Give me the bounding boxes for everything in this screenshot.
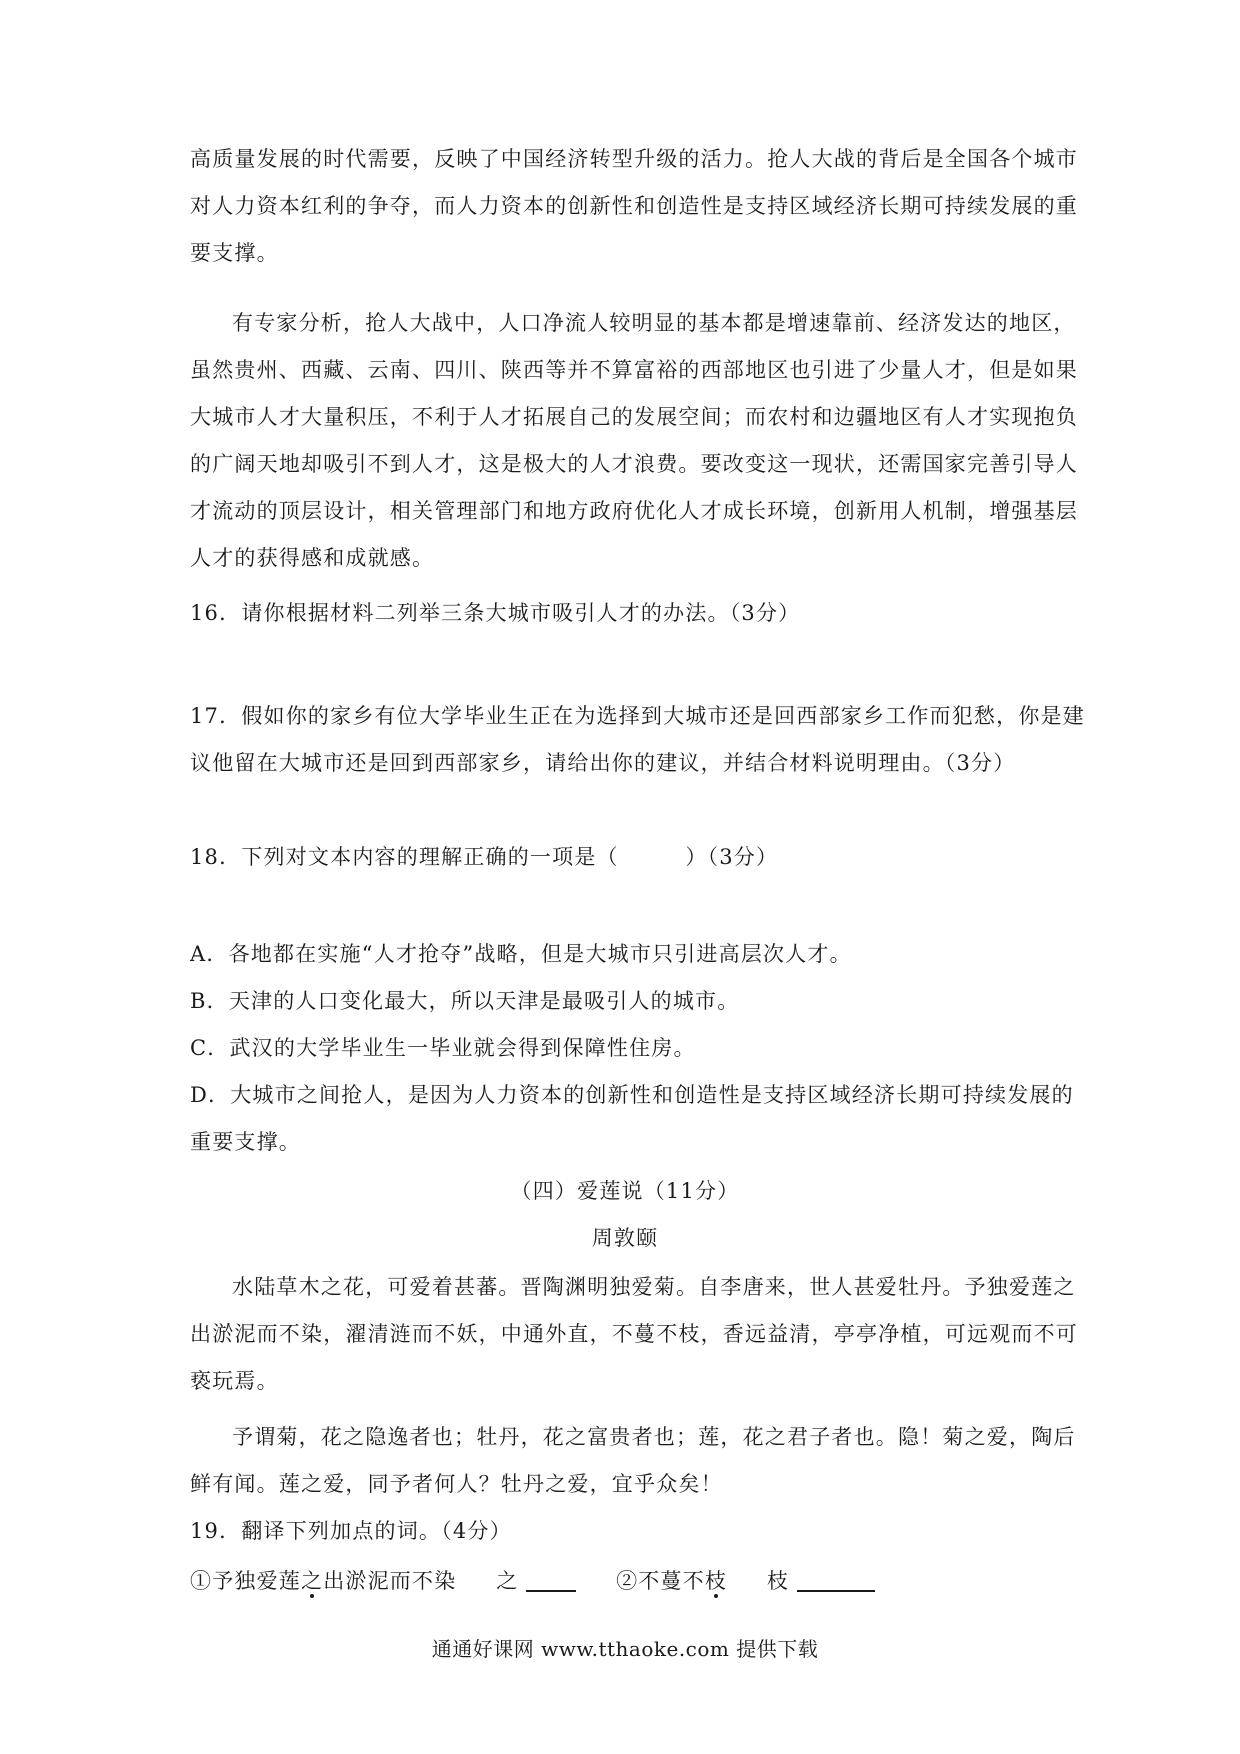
passage-p2-line-1: 有专家分析，抢人大战中，人口净流人较明显的基本都是增速靠前、经济发达的地区， (232, 311, 1076, 335)
option-a: A．各地都在实施“人才抢夺”战略，但是大城市只引进高层次人才。 (190, 942, 852, 966)
option-c: C．武汉的大学毕业生一毕业就会得到保障性住房。 (190, 1036, 696, 1060)
passage-p2-line-3: 大城市人才大量积压，不利于人才拓展自己的发展空间；而农村和边疆地区有人才实现抱负 (190, 405, 1078, 429)
q19-item2-dotted-char: 枝 (704, 1569, 728, 1593)
option-d-line-1: D．大城市之间抢人，是因为人力资本的创新性和创造性是支持区域经济长期可持续发展的 (190, 1083, 1074, 1107)
q19-item1-dotted-char: 之 (301, 1569, 324, 1593)
passage-p1-line-3: 要支撑。 (190, 241, 279, 265)
question-16: 16．请你根据材料二列举三条大城市吸引人才的办法。（3分） (190, 601, 801, 625)
q19-item1-post: 出淤泥而不染 (323, 1569, 457, 1593)
q19-item1-pre: ①予独爱莲 (190, 1569, 301, 1593)
question-17-line-1: 17．假如你的家乡有位大学毕业生正在为选择到大城市还是回西部家乡工作而犯愁，你是建 (190, 704, 1085, 728)
section-title: （四）爱莲说（11分） (510, 1179, 740, 1203)
option-d-line-2: 重要支撑。 (190, 1130, 301, 1154)
section-author: 周敦颐 (591, 1226, 659, 1250)
q19-item1-key: 之 (496, 1569, 519, 1593)
option-b: B．天津的人口变化最大，所以天津是最吸引人的城市。 (190, 989, 740, 1013)
q19-item2-key: 枝 (766, 1569, 790, 1593)
question-17-line-2: 议他留在大城市还是回到西部家乡，请给出你的建议，并结合材料说明理由。（3分） (190, 751, 1016, 775)
passage-p2-line-5: 才流动的顶层设计，相关管理部门和地方政府优化人才成长环境，创新用人机制，增强基层 (190, 499, 1078, 523)
ailian-p2-line-1: 予谓菊，花之隐逸者也；牡丹，花之富贵者也；莲，花之君子者也。隐！菊之爱，陶后 (232, 1425, 1076, 1449)
ailian-p1-line-2: 出淤泥而不染，濯清涟而不妖，中通外直，不蔓不枝，香远益清，亭亭净植，可远观而不可 (190, 1322, 1078, 1346)
q19-item2-answer-blank[interactable] (797, 1570, 875, 1592)
ailian-p2-line-2: 鲜有闻。莲之爱，同予者何人？牡丹之爱，宜乎众矣！ (190, 1472, 723, 1496)
ailian-p1-line-3: 亵玩焉。 (190, 1369, 279, 1393)
question-19-items (190, 1566, 1060, 1596)
page-footer: 通通好课网 www.tthaoke.com 提供下载 (431, 1637, 819, 1661)
passage-p2-line-6: 人才的获得感和成就感。 (190, 546, 435, 570)
ailian-p1-line-1: 水陆草木之花，可爱着甚蕃。晋陶渊明独爱菊。自李唐来，世人甚爱牡丹。予独爱莲之 (232, 1275, 1076, 1299)
q19-item1-answer-blank[interactable] (526, 1570, 576, 1592)
passage-p1-line-1: 高质量发展的时代需要，反映了中国经济转型升级的活力。抢人大战的背后是全国各个城市 (190, 147, 1078, 171)
passage-p2-line-2: 虽然贵州、西藏、云南、四川、陕西等并不算富裕的西部地区也引进了少量人才，但是如果 (190, 358, 1078, 382)
question-19: 19．翻译下列加点的词。（4分） (190, 1519, 512, 1543)
passage-p2-line-4: 的广阔天地却吸引不到人才，这是极大的人才浪费。要改变这一现状，还需国家完善引导人 (190, 452, 1078, 476)
passage-p1-line-2: 对人力资本红利的争夺，而人力资本的创新性和创造性是支持区域经济长期可持续发展的重 (190, 194, 1078, 218)
q19-item2-pre: ②不蔓不 (616, 1569, 705, 1593)
question-18: 18．下列对文本内容的理解正确的一项是（ ）（3分） (190, 845, 779, 869)
